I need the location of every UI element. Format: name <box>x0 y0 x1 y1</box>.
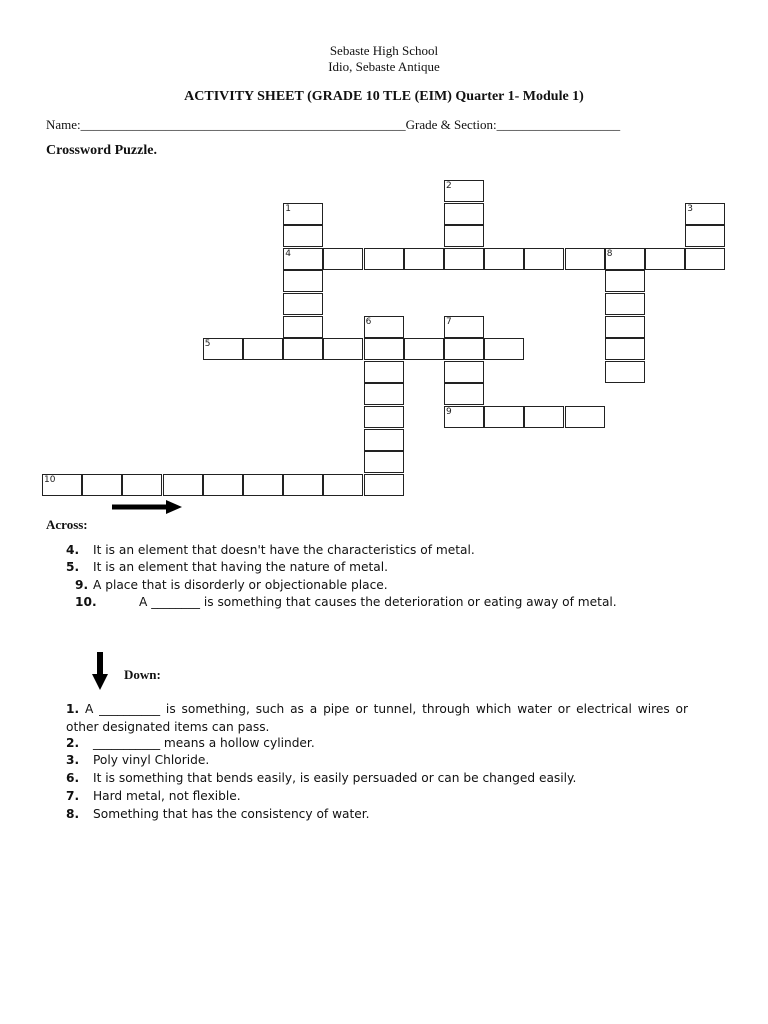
clue-text: A ________ is something that causes the deterioration or eating away of metal. <box>139 595 617 609</box>
crossword-cell[interactable] <box>283 316 323 338</box>
clue-number: 6. <box>66 771 80 785</box>
down-clue-3 <box>66 752 209 769</box>
crossword-cell[interactable] <box>323 338 363 360</box>
crossword-cell[interactable] <box>364 338 404 360</box>
crossword-cell[interactable] <box>605 361 645 383</box>
crossword-cell[interactable] <box>283 293 323 315</box>
across-clue-4 <box>66 542 475 559</box>
clue-number: 1. <box>66 702 80 716</box>
crossword-cell[interactable] <box>484 406 524 428</box>
down-clue-8 <box>66 806 370 823</box>
down-arrow-icon <box>92 652 108 690</box>
crossword-cell[interactable] <box>565 248 605 270</box>
crossword-cell[interactable] <box>243 338 283 360</box>
down-clue-2 <box>66 735 315 752</box>
clue-text: A place that is disorderly or objectionable place. <box>93 578 388 592</box>
across-clue-9 <box>75 577 388 594</box>
crossword-cell[interactable] <box>323 248 363 270</box>
down-clue-6 <box>66 770 576 787</box>
down-clue-1 <box>66 700 688 736</box>
clue-number-label: 4 <box>285 248 291 259</box>
crossword-cell[interactable] <box>484 338 524 360</box>
crossword-cell[interactable] <box>163 474 203 496</box>
crossword-cell[interactable] <box>605 316 645 338</box>
clue-number-label: 9 <box>446 407 452 417</box>
down-label: Down: <box>124 667 161 682</box>
crossword-cell[interactable] <box>565 406 605 428</box>
clue-text: Hard metal, not flexible. <box>93 789 241 803</box>
crossword-cell[interactable] <box>323 474 363 496</box>
right-arrow-icon <box>112 500 182 514</box>
crossword-cell[interactable] <box>524 406 564 428</box>
down-clue-7 <box>66 788 241 805</box>
clue-number: 8. <box>66 807 80 821</box>
clue-number-label: 10 <box>44 474 56 485</box>
crossword-cell[interactable] <box>444 361 484 383</box>
crossword-cell[interactable] <box>364 248 404 270</box>
crossword-cell[interactable] <box>82 474 122 496</box>
crossword-cell[interactable] <box>364 383 404 405</box>
clue-number-label: 7 <box>446 316 452 327</box>
crossword-cell[interactable] <box>283 270 323 292</box>
clue-number-label: 5 <box>204 339 211 350</box>
clue-text: Something that has the consistency of water. <box>93 807 370 821</box>
crossword-cell[interactable] <box>203 474 243 496</box>
crossword-cell[interactable] <box>122 474 162 496</box>
crossword-label: Crossword Puzzle. <box>46 143 157 158</box>
crossword-cell[interactable] <box>444 248 484 270</box>
clue-number: 4. <box>66 543 80 557</box>
across-label: Across: <box>46 517 88 532</box>
clue-number-label: 3 <box>687 203 693 214</box>
clue-number: 7. <box>66 789 80 803</box>
across-clue-10 <box>75 594 617 611</box>
crossword-cell[interactable] <box>404 338 444 360</box>
crossword-cell[interactable] <box>605 293 645 315</box>
clue-text: A __________ is something, such as a pipe or tunnel, through which water or electrical wires or other designated items can pass. <box>66 702 688 734</box>
clue-number: 10. <box>75 595 97 609</box>
crossword-cell[interactable] <box>524 248 564 270</box>
clue-text: It is an element that doesn't have the characteristics of metal. <box>93 543 475 557</box>
crossword-cell[interactable] <box>605 338 645 360</box>
crossword-cell[interactable] <box>685 225 725 247</box>
crossword-cell[interactable] <box>444 203 484 225</box>
crossword-cell[interactable] <box>685 248 725 270</box>
crossword-cell[interactable] <box>645 248 685 270</box>
clue-number-label: 6 <box>365 316 372 327</box>
crossword-cell[interactable] <box>364 361 404 383</box>
activity-title: ACTIVITY SHEET (GRADE 10 TLE (EIM) Quarter 1- Module 1) <box>184 89 584 104</box>
clue-number: 9. <box>75 578 89 592</box>
clue-number: 3. <box>66 753 80 767</box>
crossword-cell[interactable] <box>283 474 323 496</box>
crossword-cell[interactable] <box>364 451 404 473</box>
clue-number: 2. <box>66 736 80 750</box>
crossword-cell[interactable] <box>484 248 524 270</box>
crossword-cell[interactable] <box>444 225 484 247</box>
clue-number-label: 8 <box>606 248 613 259</box>
clue-text: It is something that bends easily, is easily persuaded or can be changed easily. <box>93 771 577 785</box>
name-section-line[interactable]: Name:__________________________________________________Grade & Section:___________________ <box>46 117 621 132</box>
clue-number: 5. <box>66 560 80 574</box>
crossword-cell[interactable] <box>283 338 323 360</box>
clue-text: Poly vinyl Chloride. <box>93 753 210 767</box>
across-clue-5 <box>66 559 388 576</box>
crossword-cell[interactable] <box>364 429 404 451</box>
crossword-cell[interactable] <box>243 474 283 496</box>
clue-text: It is an element that having the nature of metal. <box>93 560 388 574</box>
crossword-cell[interactable] <box>404 248 444 270</box>
crossword-cell[interactable] <box>364 406 404 428</box>
crossword-cell[interactable] <box>283 225 323 247</box>
clue-number-label: 1 <box>285 203 291 214</box>
school-name: Sebaste High School <box>329 43 439 58</box>
crossword-cell[interactable] <box>605 270 645 292</box>
crossword-cell[interactable] <box>444 383 484 405</box>
school-address: Idio, Sebaste Antique <box>328 59 440 74</box>
crossword-cell[interactable] <box>444 338 484 360</box>
crossword-cell[interactable] <box>364 474 404 496</box>
clue-number-label: 2 <box>446 181 452 191</box>
clue-text: ___________ means a hollow cylinder. <box>93 736 315 750</box>
